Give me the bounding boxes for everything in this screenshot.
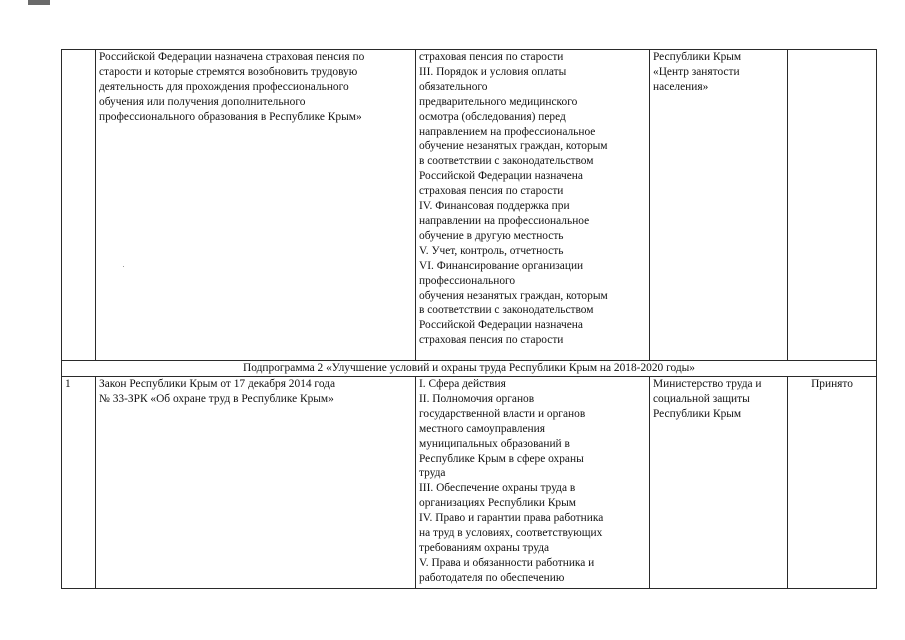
row-number-cell: 1 [62,377,96,589]
table-row [62,377,877,589]
status-cell: Принято [788,377,877,589]
subprogram-row [62,361,877,377]
document-cell: Российской Федерации назначена страховая пенсия по старости и которые стремятся возобновить трудовую деятельность для прохождения профессионального обучения или получения дополнительного профессионального образования в Республике Крым» [96,50,416,361]
responsible-cell: Министерство труда и социальной защиты Республики Крым [650,377,788,589]
table-row [62,50,877,361]
row-number-cell [62,50,96,361]
sections-cell: I. Сфера действия II. Полномочия органов государственной власти и органов местного самоуправления муниципальных образований в Республике Крым в сфере охраны труда III. Обеспечение охраны труда в организациях Республики Крым IV. Право и гарантии права работника на труд в условиях, соответствующих требованиям охраны труда V. Права и обязанности работника и работодателя по обеспечению [416,377,650,589]
document-cell: Закон Республики Крым от 17 декабря 2014 года № 33-ЗРК «Об охране труд в Республике Крым» [96,377,416,589]
status-cell [788,50,877,361]
legislation-table [61,49,877,589]
subprogram-heading: Подпрограмма 2 «Улучшение условий и охраны труда Республики Крым на 2018-2020 годы» [62,361,877,377]
page-number-mark [28,0,50,5]
responsible-cell: Республики Крым «Центр занятости населения» [650,50,788,361]
sections-cell: страховая пенсия по старости III. Порядок и условия оплаты обязательного предварительного медицинского осмотра (обследования) перед направлением на профессиональное обучение незанятых граждан, которым в соответствии с законодательством Российской Федерации назначена страховая пенсия по старости IV. Финансовая поддержка при направлении на профессиональное обучение в другую местность V. Учет, контроль, отчетность VI. Финансирование организации профессионального обучения незанятых граждан, которым в соответствии с законодательством Российской Федерации назначена страховая пенсия по старости [416,50,650,361]
